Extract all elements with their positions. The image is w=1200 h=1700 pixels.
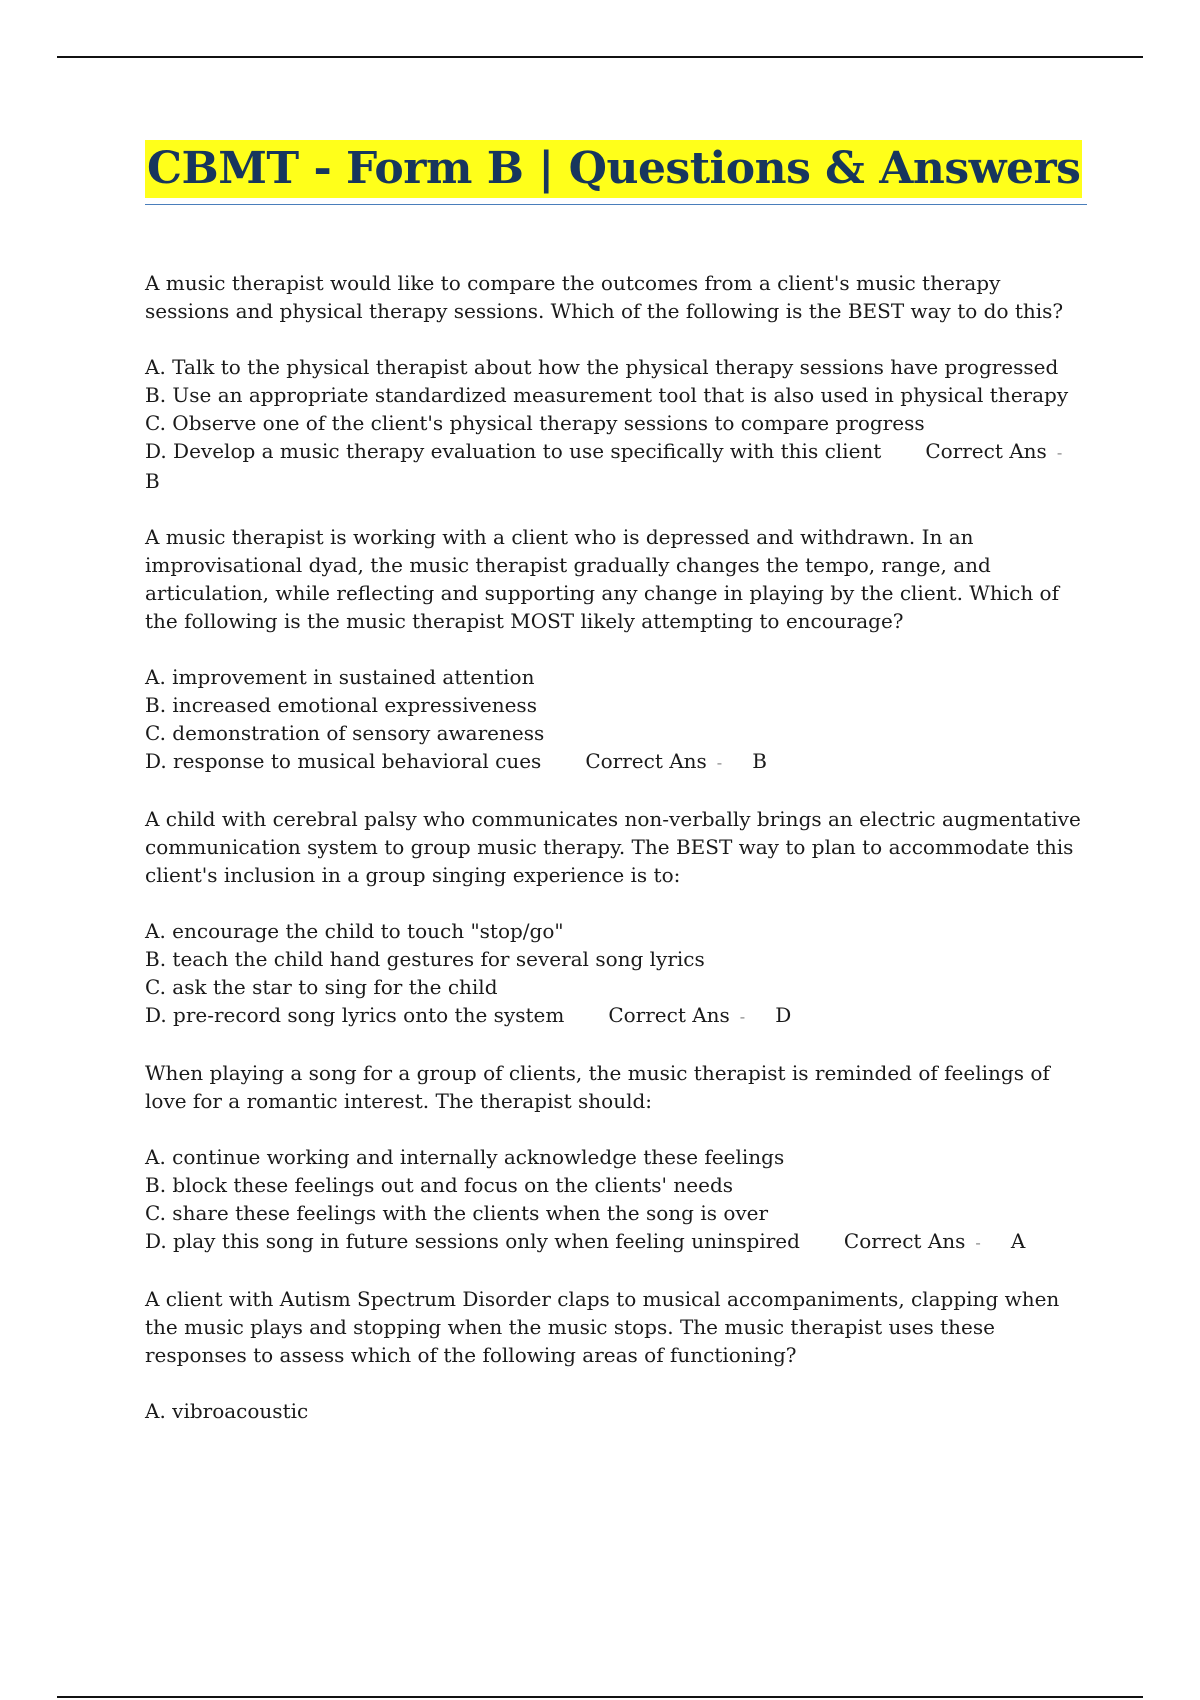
option-c: C. share these feelings with the clients when the song is over [145,1201,769,1225]
question-text: A music therapist is working with a client who is depressed and withdrawn. In an improvisational dyad, the music therapist gradually changes the tempo, range, and articulation, while reflecting and supporting any change in playing by the client. Which of the following is the music therapist MOST likely attempting to encourage? [145,525,1060,633]
option-c: C. demonstration of sensory awareness [145,721,545,745]
correct-answer [608,1001,791,1031]
option-d-text: D. play this song in future sessions only when feeling uninspired [145,1229,800,1253]
footer-rule [57,1696,1143,1698]
answer-dash: - [1056,443,1063,462]
option-b: B. teach the child hand gestures for several song lyrics [145,947,705,971]
option-d [145,1001,1087,1031]
option-d [145,437,1087,467]
option-c: C. Observe one of the client's physical therapy sessions to compare progress [145,411,925,435]
correct-answer-letter: B [145,469,160,493]
option-b: B. block these feelings out and focus on the clients' needs [145,1173,734,1197]
correct-answer-label: Correct Ans [608,1003,730,1027]
option-a: A. improvement in sustained attention [145,665,535,689]
qa-item [145,805,1087,1031]
option-b: B. Use an appropriate standardized measurement tool that is also used in physical therapy [145,383,1069,407]
option-d [145,747,1087,777]
correct-answer-letter: D [775,1003,792,1027]
document-title: CBMT - Form B | Questions & Answers [145,140,1082,198]
correct-answer-label: Correct Ans [585,749,707,773]
title-block [145,140,1087,205]
correct-answer [925,437,1062,467]
option-d-text: D. response to musical behavioral cues [145,749,542,773]
answer-dash: - [739,1007,746,1026]
qa-item [145,1285,1087,1425]
question-text: A music therapist would like to compare the outcomes from a client's music therapy sessions and physical therapy sessions. Which of the following is the BEST way to do this? [145,271,1064,323]
correct-answer-label: Correct Ans [925,439,1047,463]
correct-answer [585,747,767,777]
answer-dash: - [975,1233,981,1252]
option-d-text: D. pre-record song lyrics onto the system [145,1003,565,1027]
correct-answer-letter: B [752,749,767,773]
option-b: B. increased emotional expressiveness [145,693,537,717]
question-text: A child with cerebral palsy who communicates non-verbally brings an electric augmentative communication system to group music therapy. The BEST way to plan to accommodate this client's inclusion in a group singing experience is to: [145,807,1081,887]
question-text: When playing a song for a group of clients, the music therapist is reminded of feelings of love for a romantic interest. The therapist should: [145,1061,1050,1113]
correct-answer-label: Correct Ans [843,1229,966,1253]
question-text: A client with Autism Spectrum Disorder claps to musical accompaniments, clapping when the music plays and stopping when the music stops. The music therapist uses these responses to assess which of the following areas of functioning? [145,1287,1060,1367]
answer-dash: - [716,753,723,772]
qa-item [145,1059,1087,1257]
option-c: C. ask the star to sing for the child [145,975,498,999]
qa-item [145,269,1087,495]
qa-list [145,269,1087,1425]
option-d-text: D. Develop a music therapy evaluation to use specifically with this client [145,439,882,463]
option-a: A. vibroacoustic [145,1399,309,1423]
document-body [145,140,1087,1453]
header-rule [57,56,1143,58]
option-a: A. encourage the child to touch "stop/go" [145,919,564,943]
qa-item [145,523,1087,777]
option-d [145,1227,1087,1257]
option-a: A. Talk to the physical therapist about how the physical therapy sessions have progressed [145,355,1059,379]
correct-answer [844,1227,1025,1257]
correct-answer-letter: A [1010,1229,1026,1253]
option-a: A. continue working and internally acknowledge these feelings [145,1145,785,1169]
